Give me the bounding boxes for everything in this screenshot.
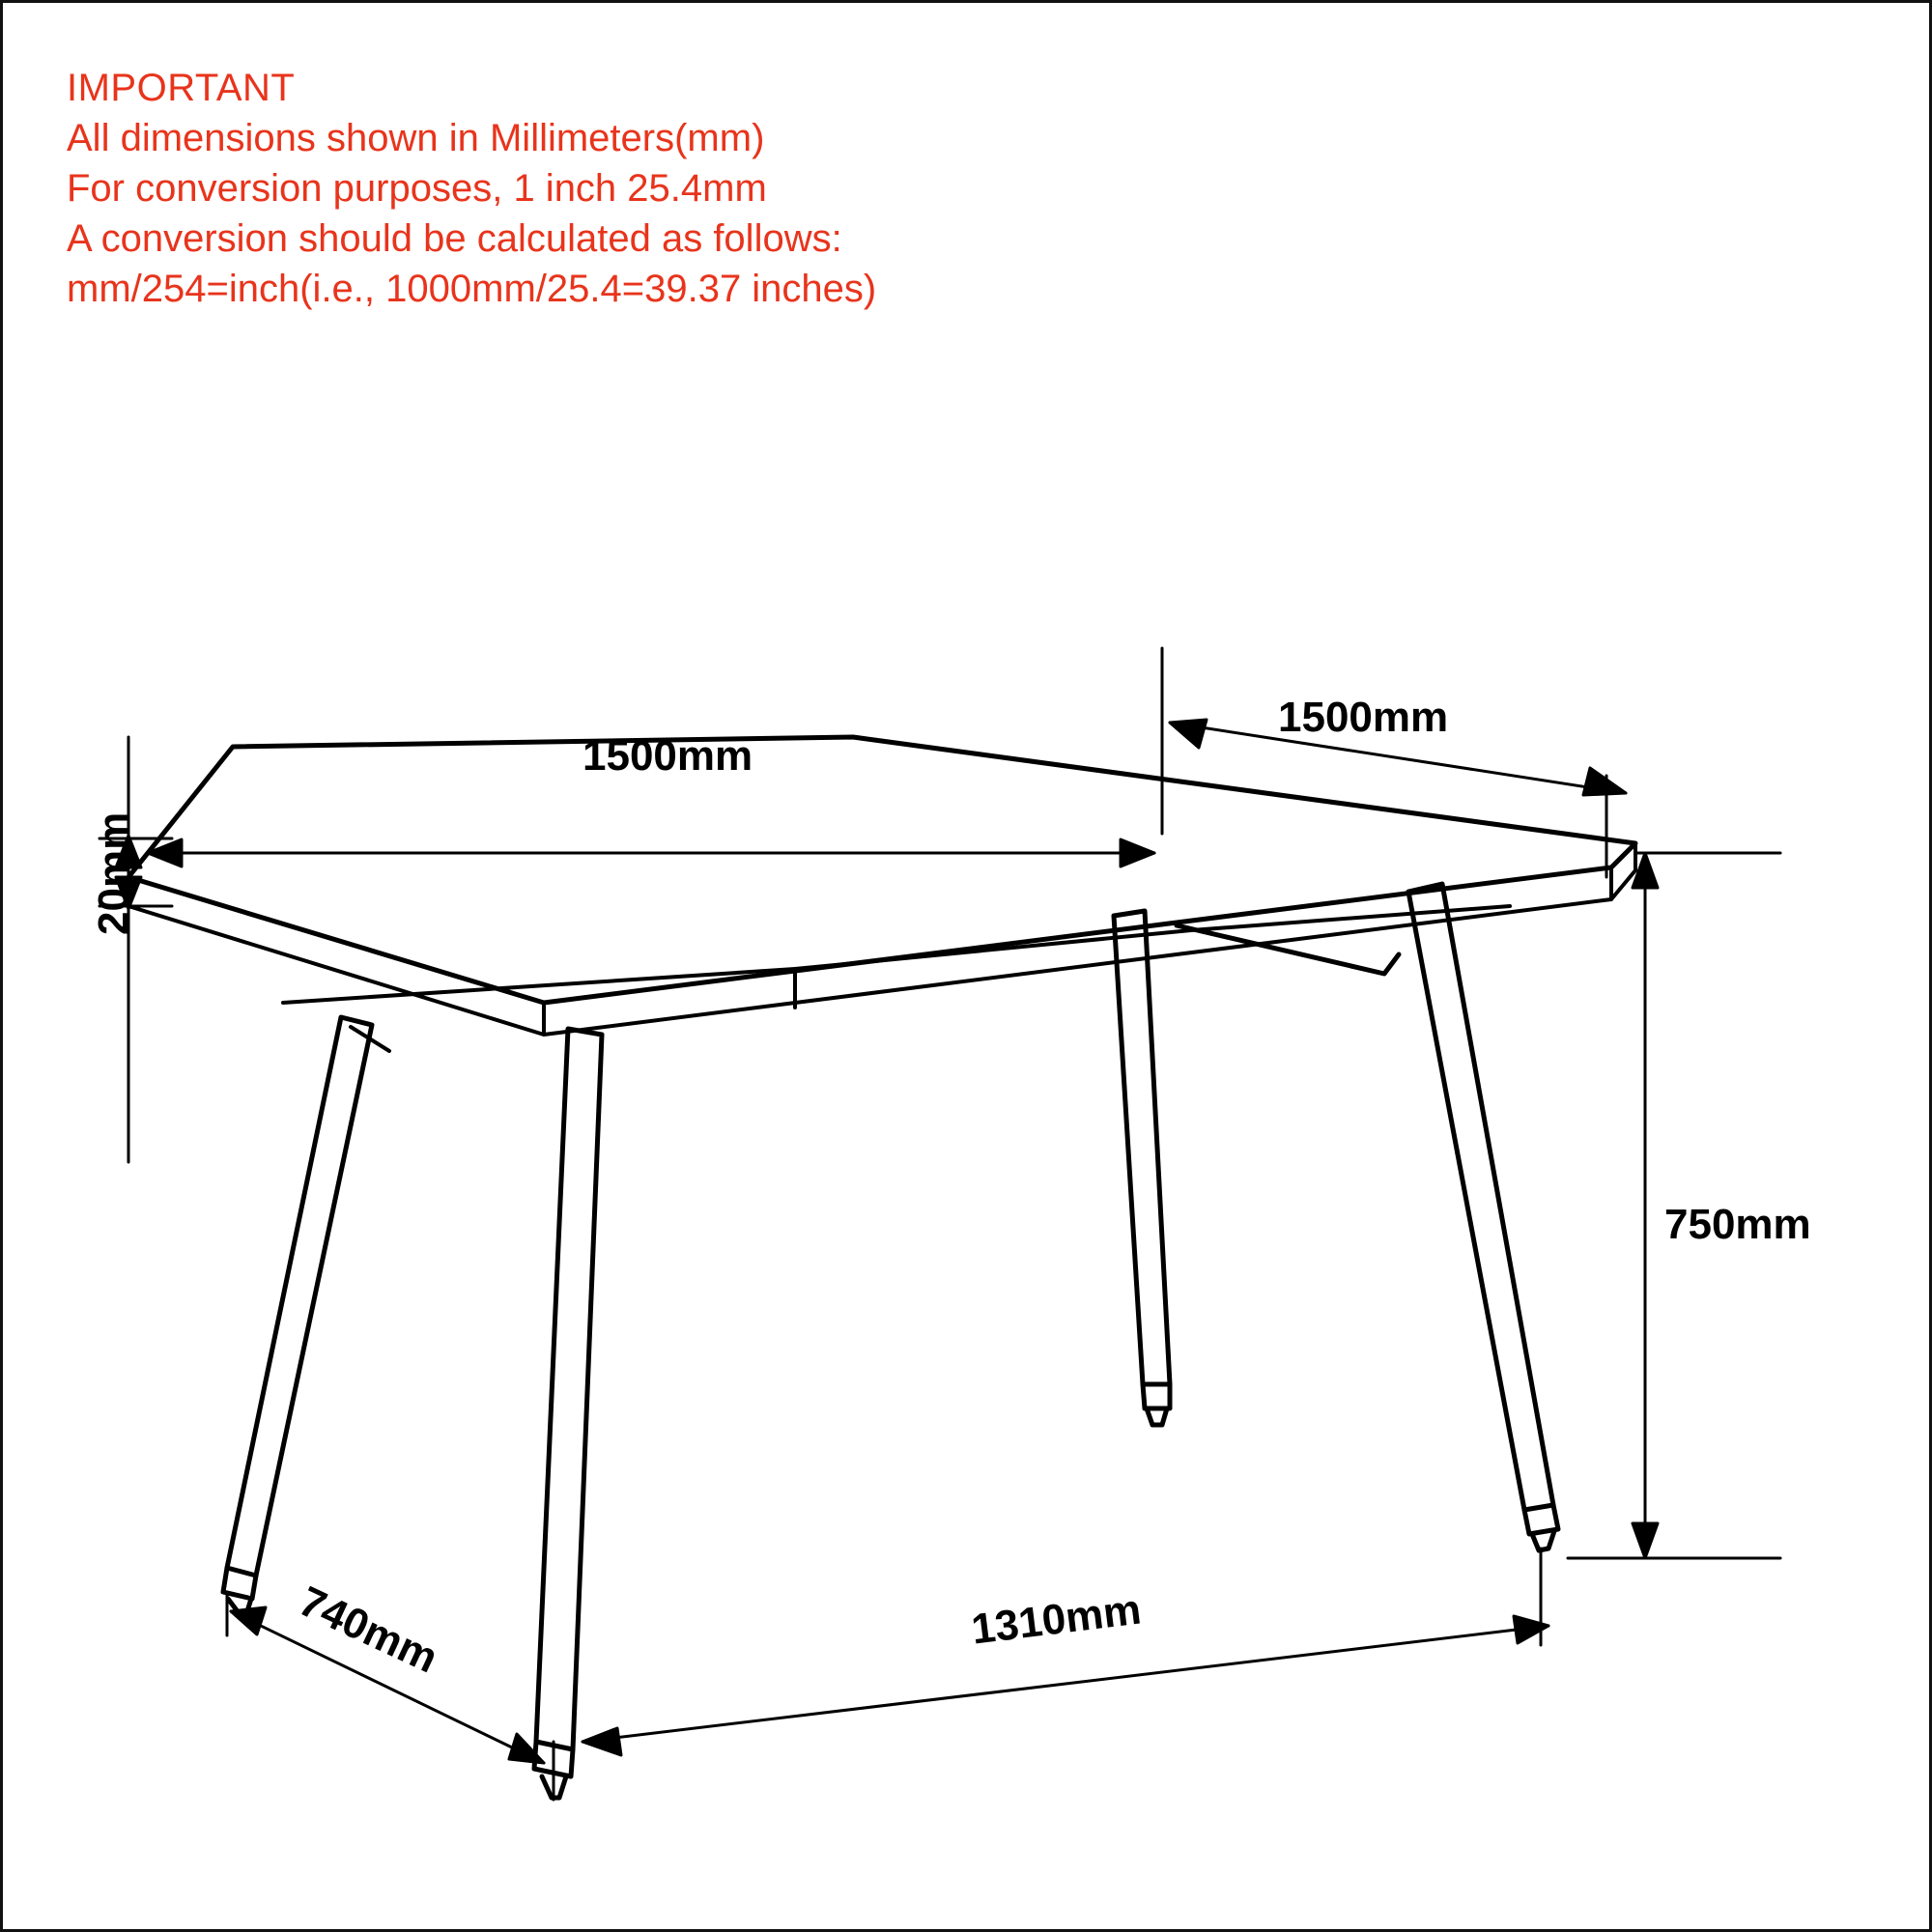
note-title: IMPORTANT xyxy=(67,67,296,109)
table-top-outline xyxy=(128,737,1635,1035)
note-line-4: mm/254=inch(i.e., 1000mm/25.4=39.37 inches) xyxy=(67,268,877,310)
dimension-label-leg-span-short: 740mm xyxy=(292,1577,445,1683)
note-line-3: A conversion should be calculated as follows: xyxy=(67,217,842,260)
dimension-label-height: 750mm xyxy=(1664,1201,1811,1248)
dimension-label-thickness: 20mm xyxy=(90,811,137,935)
note-line-1: All dimensions shown in Millimeters(mm) xyxy=(67,117,765,159)
dimension-label-top-width: 1500mm xyxy=(582,732,753,780)
dimension-label-leg-span-long: 1310mm xyxy=(969,1585,1144,1654)
important-note xyxy=(67,63,876,314)
note-line-2: For conversion purposes, 1 inch 25.4mm xyxy=(67,167,767,210)
dimension-label-top-depth: 1500mm xyxy=(1278,694,1449,741)
